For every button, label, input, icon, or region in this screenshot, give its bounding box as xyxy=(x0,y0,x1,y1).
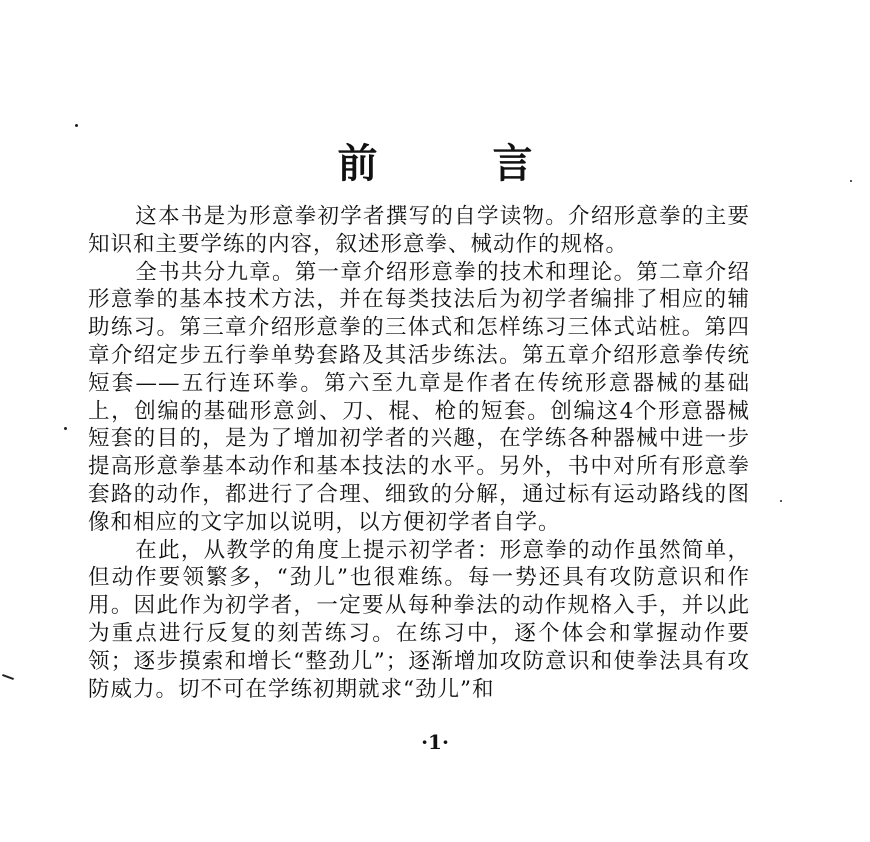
paragraph-1: 这本书是为形意拳初学者撰写的自学读物。介绍形意拳的主要知识和主要学练的内容，叙述形意拳、械动作的规格。 xyxy=(88,204,750,257)
scan-speck xyxy=(850,180,852,182)
page-number: ·1· xyxy=(421,730,449,754)
paragraph-3: 在此，从教学的角度上提示初学者：形意拳的动作虽然简单，但动作要领繁多，“劲儿”也很难练。每一势还具有攻防意识和作用。因此作为初学者，一定要从每种拳法的动作规格入手，并以此为重点进行反复的刻苦练习。在练习中，逐个体会和掌握动作要领；逐步摸索和增长“整劲儿”；逐渐增加攻防意识和使拳法具有攻防威力。切不可在学练初期就求“劲儿”和 xyxy=(88,537,750,702)
scan-speck xyxy=(64,427,67,430)
scan-speck xyxy=(2,674,14,680)
scan-speck xyxy=(75,124,78,127)
page-title xyxy=(0,132,870,189)
preface-body xyxy=(88,203,750,703)
scan-speck xyxy=(780,500,782,502)
paragraph-2: 全书共分九章。第一章介绍形意拳的技术和理论。第二章介绍形意拳的基本技术方法，并在每类技法后为初学者编排了相应的辅助练习。第三章介绍形意拳的三体式和怎样练习三体式站桩。第四章介绍定步五行拳单势套路及其活步练法。第五章介绍形意拳传统短套——五行连环拳。第六至九章是作者在传统形意器械的基础上，创编的基础形意剑、刀、棍、枪的短套。创编这4个形意器械短套的目的，是为了增加初学者的兴趣，在学练各种器械中进一步提高形意拳基本动作和基本技法的水平。另外，书中对所有形意拳套路的动作，都进行了合理、细致的分解，通过标有运动路线的图像和相应的文字加以说明，以方便初学者自学。 xyxy=(88,259,750,535)
title-char-1: 前 xyxy=(337,140,378,187)
title-char-2: 言 xyxy=(492,140,533,187)
